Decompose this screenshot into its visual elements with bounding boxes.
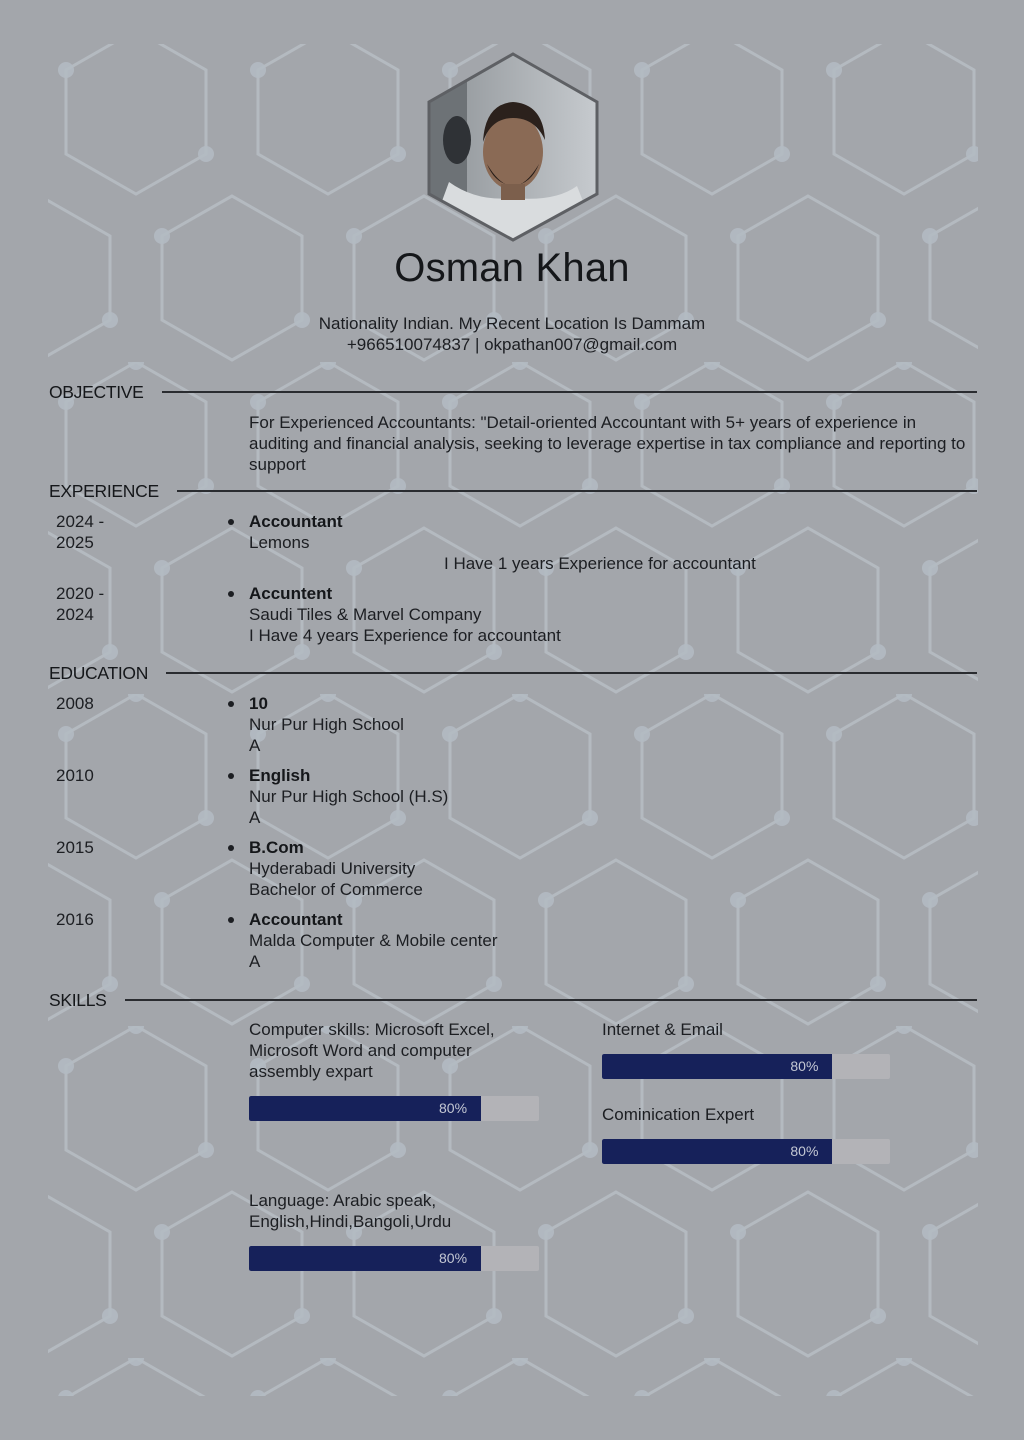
skill-percent: 80%: [439, 1100, 468, 1116]
degree-title: B.Com: [249, 838, 304, 857]
section-title-education: EDUCATION: [49, 662, 149, 683]
profile-photo: [427, 52, 599, 242]
objective-section-header: [49, 381, 977, 403]
contact-line: +966510074837 | okpathan007@gmail.com: [346, 335, 678, 354]
bullet-icon: [228, 845, 234, 851]
education-year: 2015: [56, 838, 94, 857]
skill-item: [249, 1190, 539, 1271]
skill-label: Computer skills: Microsoft Excel, Microsoft Word and computer assembly expart: [249, 1020, 495, 1081]
skills-section-header: [49, 989, 977, 1011]
date-start: 2024 -: [56, 512, 105, 531]
grade: A: [249, 736, 261, 755]
summary-line: Nationality Indian. My Recent Location Is Dammam: [318, 314, 706, 333]
school-name: Nur Pur High School (H.S): [249, 787, 449, 806]
grade: Bachelor of Commerce: [249, 880, 423, 899]
education-year: 2016: [56, 910, 94, 929]
contact-block: [0, 313, 1024, 355]
skill-progress-bar: [602, 1139, 890, 1164]
company-name: Saudi Tiles & Marvel Company: [249, 605, 482, 624]
section-title-experience: EXPERIENCE: [49, 480, 159, 501]
bullet-icon: [228, 591, 234, 597]
date-end: 2025: [56, 533, 94, 552]
avatar-hexagon: [427, 52, 599, 242]
skill-progress-bar: [249, 1096, 539, 1121]
education-year: 2010: [56, 766, 94, 785]
skill-label: Language: Arabic speak, English,Hindi,Bangoli,Urdu: [249, 1191, 452, 1231]
job-title: Accuntent: [249, 584, 333, 603]
education-section-header: [49, 662, 977, 684]
degree-title: Accountant: [249, 910, 343, 929]
job-description: I Have 4 years Experience for accountant: [249, 626, 561, 645]
skill-label: Cominication Expert: [602, 1105, 755, 1124]
bullet-icon: [228, 917, 234, 923]
bullet-icon: [228, 773, 234, 779]
section-divider: [166, 672, 977, 674]
skill-progress-bar: [249, 1246, 539, 1271]
job-title: Accountant: [249, 512, 343, 531]
skill-item: [249, 1019, 539, 1121]
grade: A: [249, 952, 261, 971]
degree-title: 10: [249, 694, 268, 713]
company-name: Lemons: [249, 533, 310, 552]
education-body: [249, 693, 949, 756]
grade: A: [249, 808, 261, 827]
education-year: 2008: [56, 694, 94, 713]
section-divider: [162, 391, 977, 393]
experience-date: [56, 583, 136, 625]
skill-progress-bar: [602, 1054, 890, 1079]
skill-percent: 80%: [790, 1143, 819, 1159]
education-body: [249, 837, 949, 900]
experience-date: [56, 511, 136, 553]
job-description: I Have 1 years Experience for accountant: [444, 554, 756, 573]
school-name: Nur Pur High School: [249, 715, 404, 734]
school-name: Hyderabadi University: [249, 859, 416, 878]
skill-percent: 80%: [790, 1058, 819, 1074]
skill-percent: 80%: [439, 1250, 468, 1266]
bullet-icon: [228, 701, 234, 707]
education-body: [249, 909, 949, 972]
bullet-icon: [228, 519, 234, 525]
candidate-name: Osman Khan: [394, 246, 630, 290]
experience-body: [249, 583, 949, 646]
skill-item: [602, 1104, 890, 1165]
date-end: 2024: [56, 605, 94, 624]
section-title-objective: OBJECTIVE: [49, 381, 144, 402]
education-body: [249, 765, 949, 828]
objective-text: For Experienced Accountants: "Detail-oriented Accountant with 5+ years of experience in auditing and financial analysis, seeking to leverage expertise in tax compliance and reporting to support: [249, 413, 966, 474]
skill-item: [602, 1019, 890, 1080]
degree-title: English: [249, 766, 311, 785]
school-name: Malda Computer & Mobile center: [249, 931, 498, 950]
experience-section-header: [49, 480, 977, 502]
section-title-skills: SKILLS: [49, 989, 107, 1010]
experience-body: [249, 511, 949, 553]
date-start: 2020 -: [56, 584, 105, 603]
section-divider: [177, 490, 977, 492]
section-divider: [125, 999, 977, 1001]
skill-label: Internet & Email: [602, 1020, 723, 1039]
